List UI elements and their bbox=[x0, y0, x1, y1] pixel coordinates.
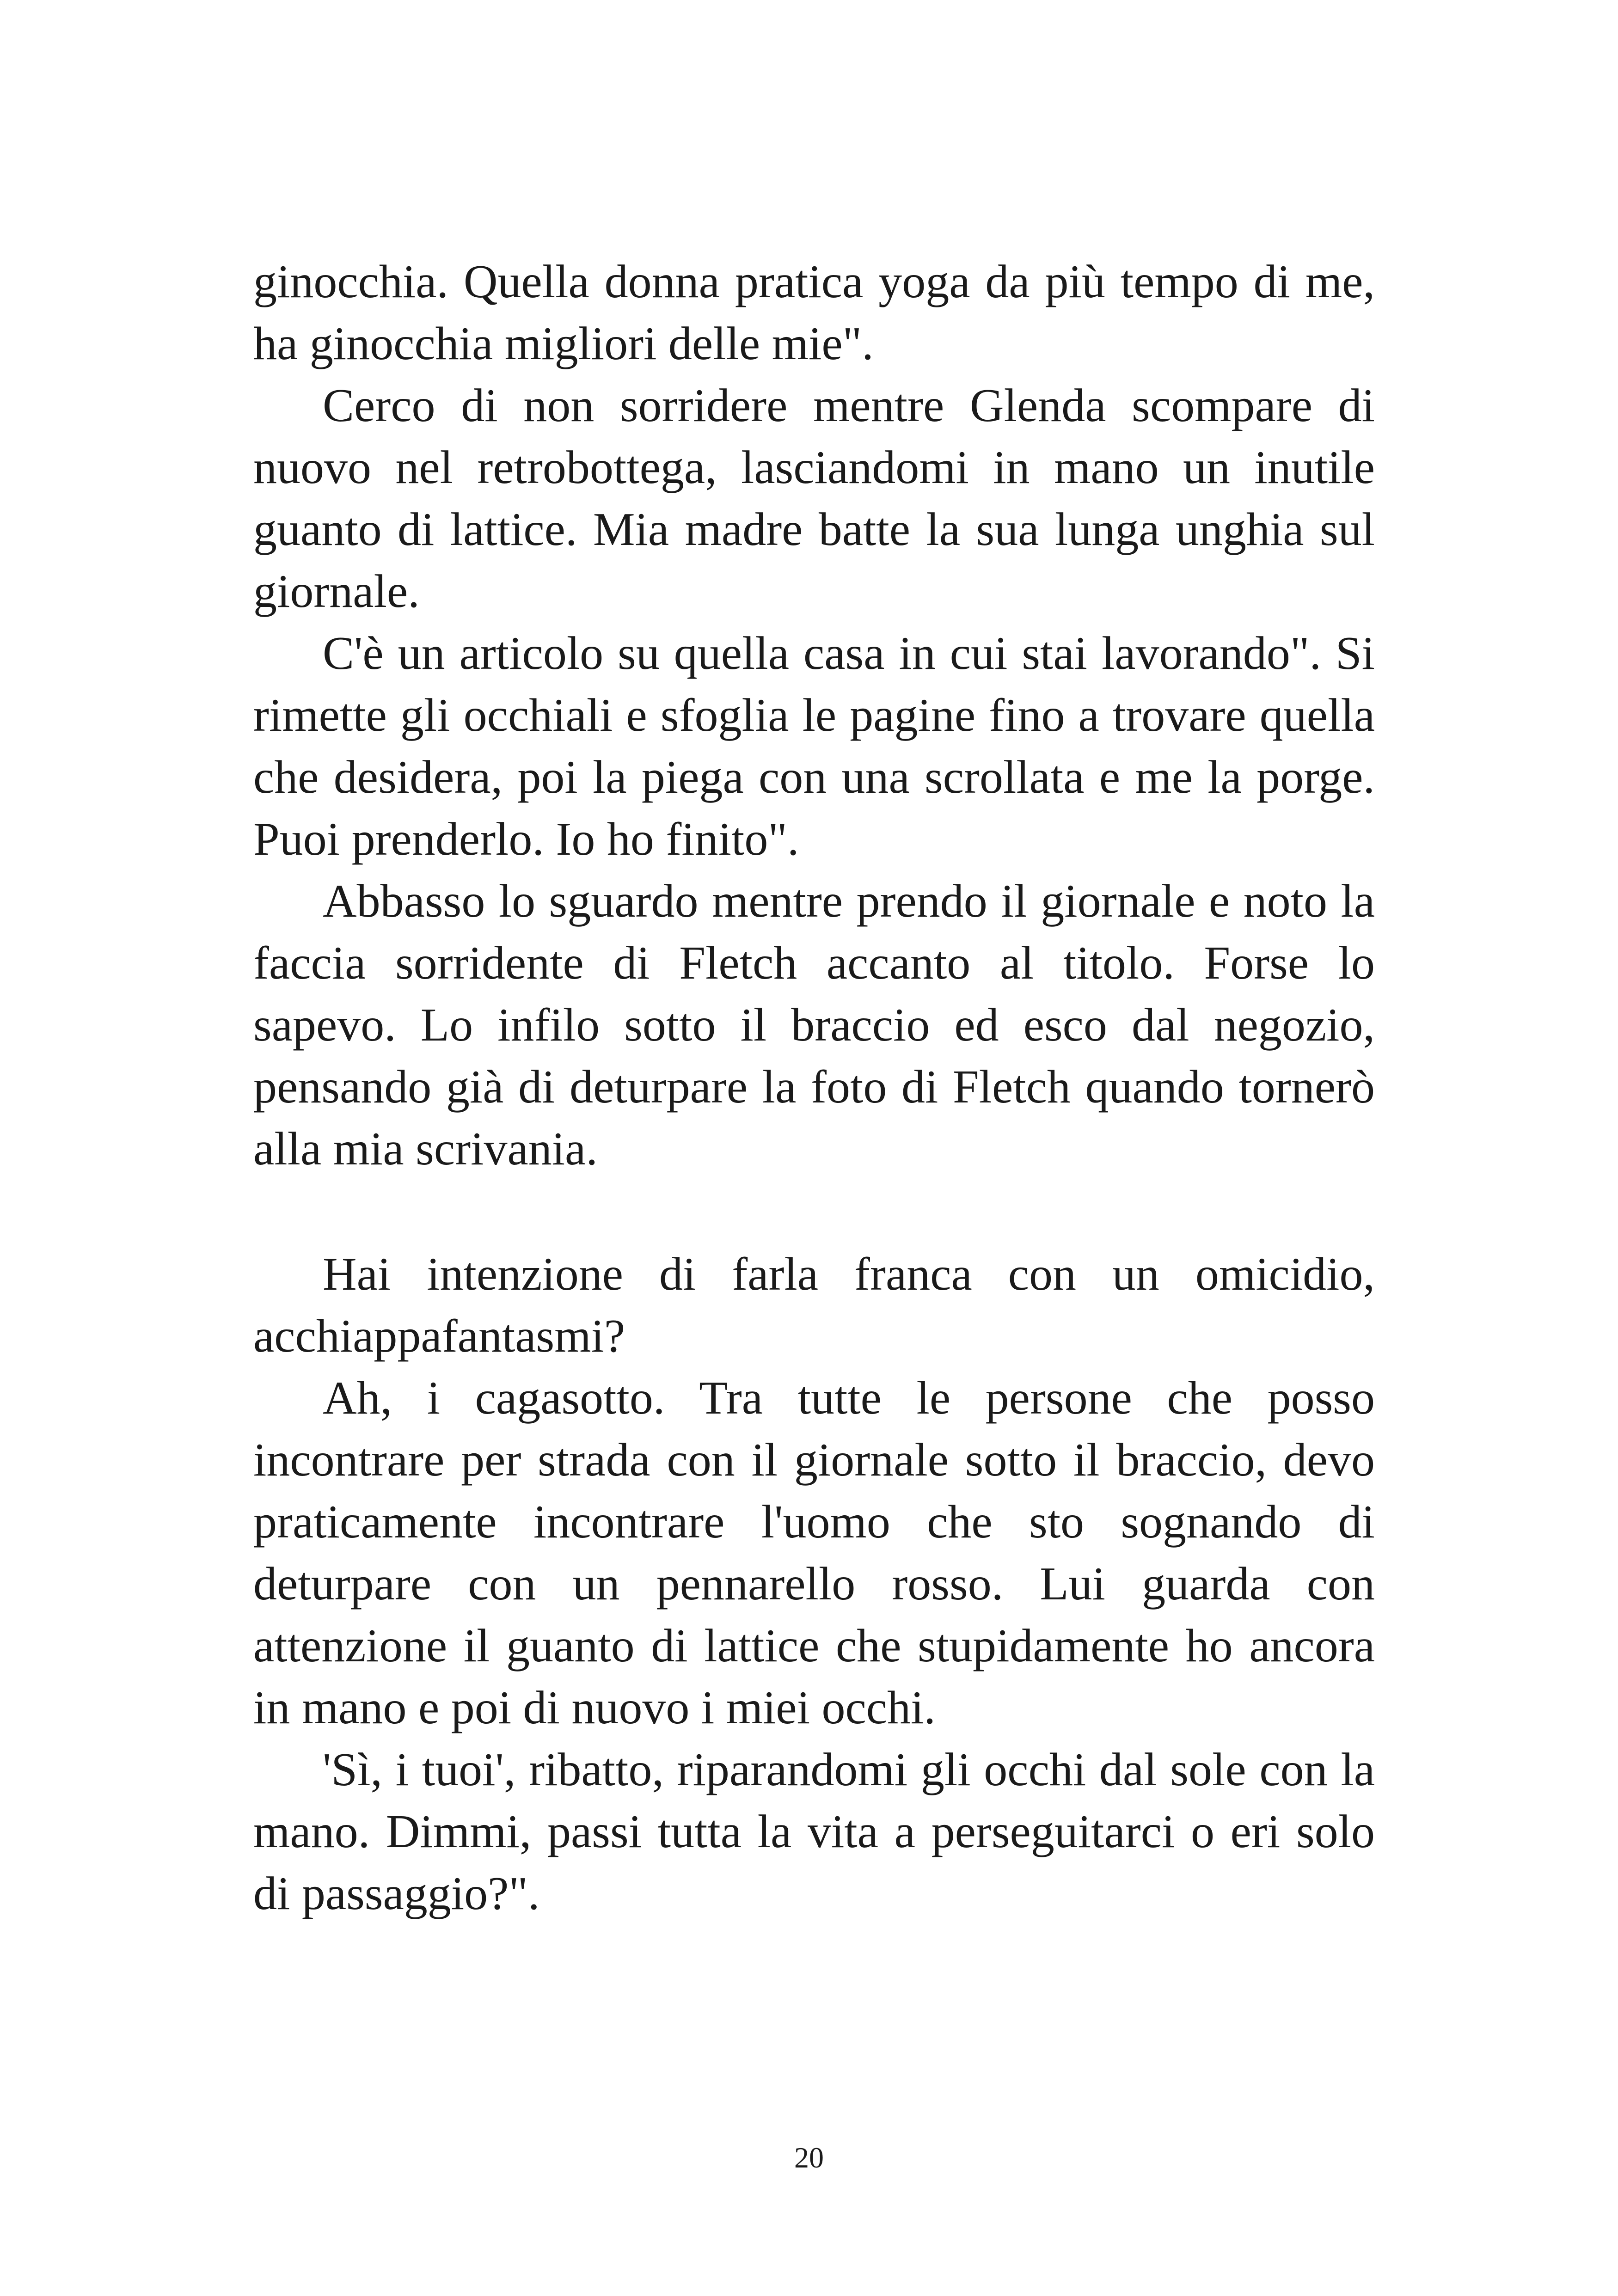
paragraph: Hai intenzione di farla franca con un omicidio, acchiappafantasmi? bbox=[253, 1248, 1375, 1362]
text-section-2 bbox=[253, 1243, 1375, 1925]
page-number: 20 bbox=[794, 2141, 824, 2174]
paragraph: ginocchia. Quella donna pratica yoga da più tempo di me, ha ginocchia migliori delle mie". bbox=[253, 256, 1375, 370]
paragraph: Ah, i cagasotto. Tra tutte le persone che posso incontrare per strada con il giornale sotto il braccio, devo praticamente incontrare l'uomo che sto sognando di deturpare con un pennarello rosso. Lui guarda con attenzione il guanto di lattice che stupidamente ho ancora in mano e poi di nuovo i miei occhi. bbox=[253, 1372, 1375, 1734]
paragraph: Abbasso lo sguardo mentre prendo il giornale e noto la faccia sorridente di Fletch accanto al titolo. Forse lo sapevo. Lo infilo sotto il braccio ed esco dal negozio, pensando già di deturpare la foto di Fletch quando tornerò alla mia scrivania. bbox=[253, 875, 1375, 1175]
paragraph: C'è un articolo su quella casa in cui stai lavorando". Si rimette gli occhiali e sfoglia le pagine fino a trovare quella che desidera, poi la piega con una scrollata e me la porge. Puoi prenderlo. Io ho finito". bbox=[253, 627, 1375, 865]
text-section-1 bbox=[253, 251, 1375, 1180]
paragraph: 'Sì, i tuoi', ribatto, riparandomi gli occhi dal sole con la mano. Dimmi, passi tutta la vita a perseguitarci o eri solo di passaggio?". bbox=[253, 1744, 1375, 1920]
paragraph: Cerco di non sorridere mentre Glenda scompare di nuovo nel retrobottega, lasciandomi in mano un inutile guanto di lattice. Mia madre batte la sua lunga unghia sul giornale. bbox=[253, 380, 1375, 618]
